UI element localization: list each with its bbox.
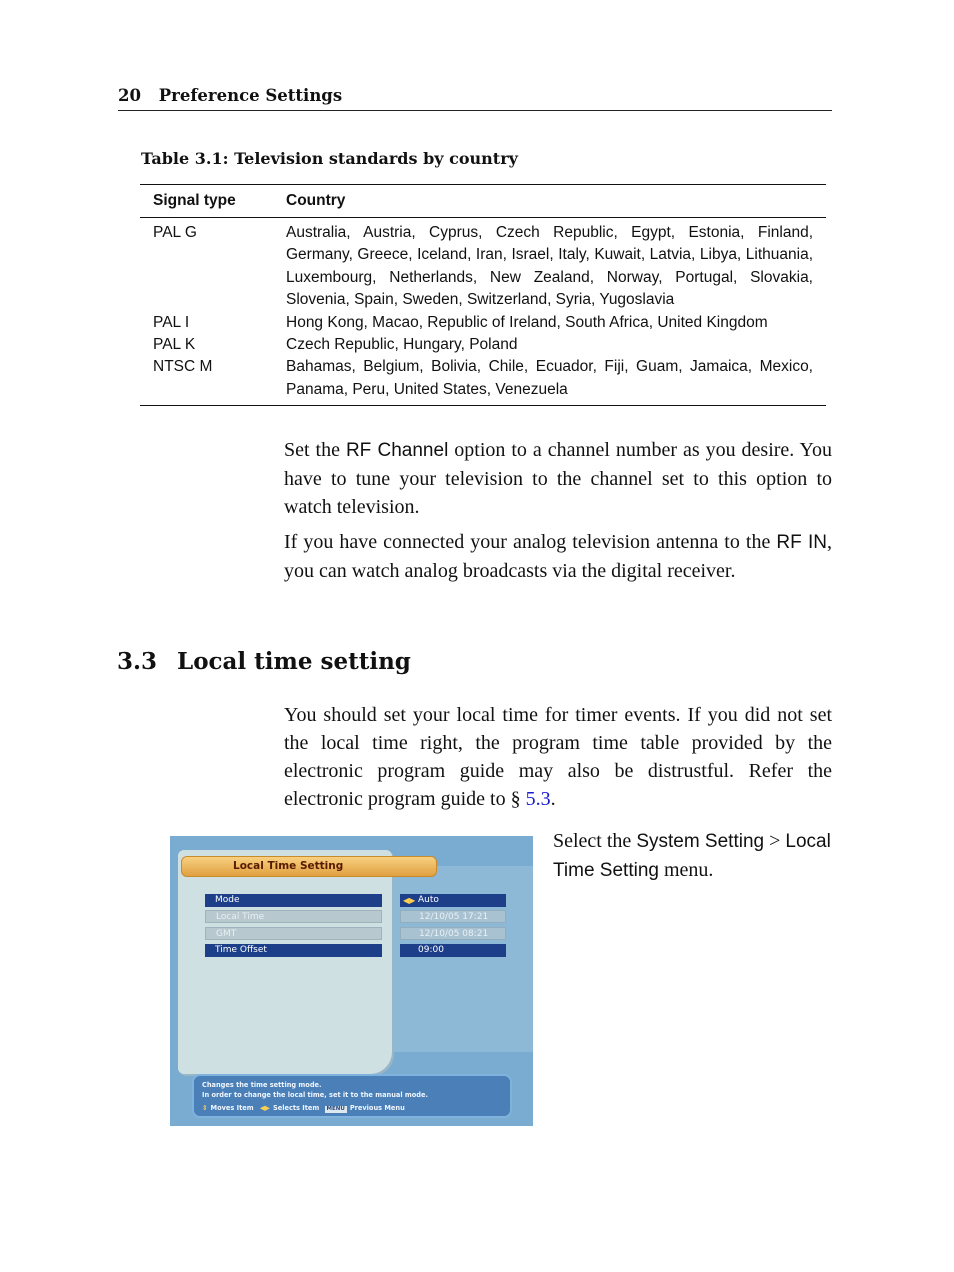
text: menu. <box>658 859 714 881</box>
column-header-country: Country <box>286 192 346 209</box>
text: Select the <box>553 830 637 852</box>
local-time-value: 12/10/05 17:21 <box>400 910 506 923</box>
table-row <box>140 312 826 334</box>
signal-cell: PAL I <box>153 313 190 331</box>
rf-in-paragraph <box>284 528 832 585</box>
running-head <box>118 86 832 111</box>
menu-key-icon: MENU <box>326 1106 345 1112</box>
section-link[interactable]: 5.3 <box>525 788 551 810</box>
mode-value-text: Auto <box>418 895 439 905</box>
text: Set the <box>284 439 346 461</box>
local-time-screenshot <box>170 836 533 1126</box>
help-line-1: Changes the time setting mode. <box>202 1081 322 1089</box>
page-number: 20 <box>118 86 141 105</box>
gmt-value: 12/10/05 08:21 <box>400 927 506 940</box>
section-heading <box>117 648 411 675</box>
up-down-icon: ⇕ <box>202 1104 208 1112</box>
rf-channel-paragraph <box>284 436 832 521</box>
text: If you have connected your analog television antenna to the <box>284 531 777 553</box>
country-cell: Czech Republic, Hungary, Poland <box>286 336 518 354</box>
signal-cell: NTSC M <box>153 358 213 376</box>
table-row <box>140 222 826 312</box>
system-setting-term: System Setting <box>636 831 765 852</box>
time-offset-value[interactable]: 09:00 <box>400 944 506 957</box>
section-title: Local time setting <box>177 648 411 675</box>
signal-cell: PAL G <box>153 224 197 241</box>
left-right-arrows-icon: ◀▶ <box>403 896 416 905</box>
country-cell: Australia, Austria, Cyprus, Czech Republic, Egypt, Estonia, Finland, Germany, Greece, Iceland, Iran, Israel, Italy, Kuwait, Latvia, Libya, Lithuania, Luxembourg, Netherlands, New Zealand, Norway, Portugal, Slovakia, Slovenia, Spain, Sweden, Switzerland, Syria, Yugoslavia <box>286 224 813 309</box>
signal-cell: PAL K <box>153 336 196 354</box>
tv-standards-table <box>140 184 826 406</box>
rf-in-term: RF IN <box>776 532 827 553</box>
help-line-2: In order to change the local time, set it to the manual mode. <box>202 1091 429 1099</box>
help-box <box>192 1074 512 1118</box>
menu-path-paragraph <box>553 827 838 885</box>
legend-select: Selects Item <box>273 1104 320 1112</box>
left-right-icon: ◀▶ <box>259 1104 271 1112</box>
table-row <box>140 356 826 401</box>
table-caption: Table 3.1: Television standards by country <box>141 149 518 168</box>
text: , you can watch analog broadcasts via the digital receiver. <box>284 531 832 582</box>
menu-item-time-offset[interactable]: Time Offset <box>205 944 382 957</box>
column-header-signal: Signal type <box>153 192 236 209</box>
table-row <box>140 334 826 356</box>
chapter-title: Preference Settings <box>158 86 343 105</box>
text: You should set your local time for timer events. If you did not set the local time right, the program time table provided by the electronic program guide may also be distrustful. Refer the electronic program guide to § <box>284 704 832 810</box>
text: > <box>764 830 786 852</box>
local-time-setting-term: Local Time Setting <box>553 831 831 881</box>
key-legend <box>202 1103 502 1113</box>
section-number: 3.3 <box>117 648 158 675</box>
legend-move: Moves Item <box>210 1104 254 1112</box>
menu-item-mode[interactable]: Mode <box>205 894 382 907</box>
text: . <box>550 788 556 810</box>
legend-previous: Previous Menu <box>349 1104 405 1112</box>
table-header-row <box>140 185 826 218</box>
rf-channel-term: RF Channel <box>345 440 449 461</box>
local-time-paragraph <box>284 701 832 813</box>
menu-item-gmt[interactable]: GMT <box>205 927 382 940</box>
screen-title: Local Time Setting <box>181 856 437 877</box>
menu-item-local-time[interactable]: Local Time <box>205 910 382 923</box>
country-cell: Hong Kong, Macao, Republic of Ireland, South Africa, United Kingdom <box>286 313 768 331</box>
mode-value[interactable] <box>400 894 506 907</box>
text: option to a channel number as you desire. You have to tune your television to the channel set to this option to watch television. <box>284 439 832 518</box>
country-cell: Bahamas, Belgium, Bolivia, Chile, Ecuador, Fiji, Guam, Jamaica, Mexico, Panama, Peru, United States, Venezuela <box>286 358 813 398</box>
menu-panel <box>178 850 392 1074</box>
